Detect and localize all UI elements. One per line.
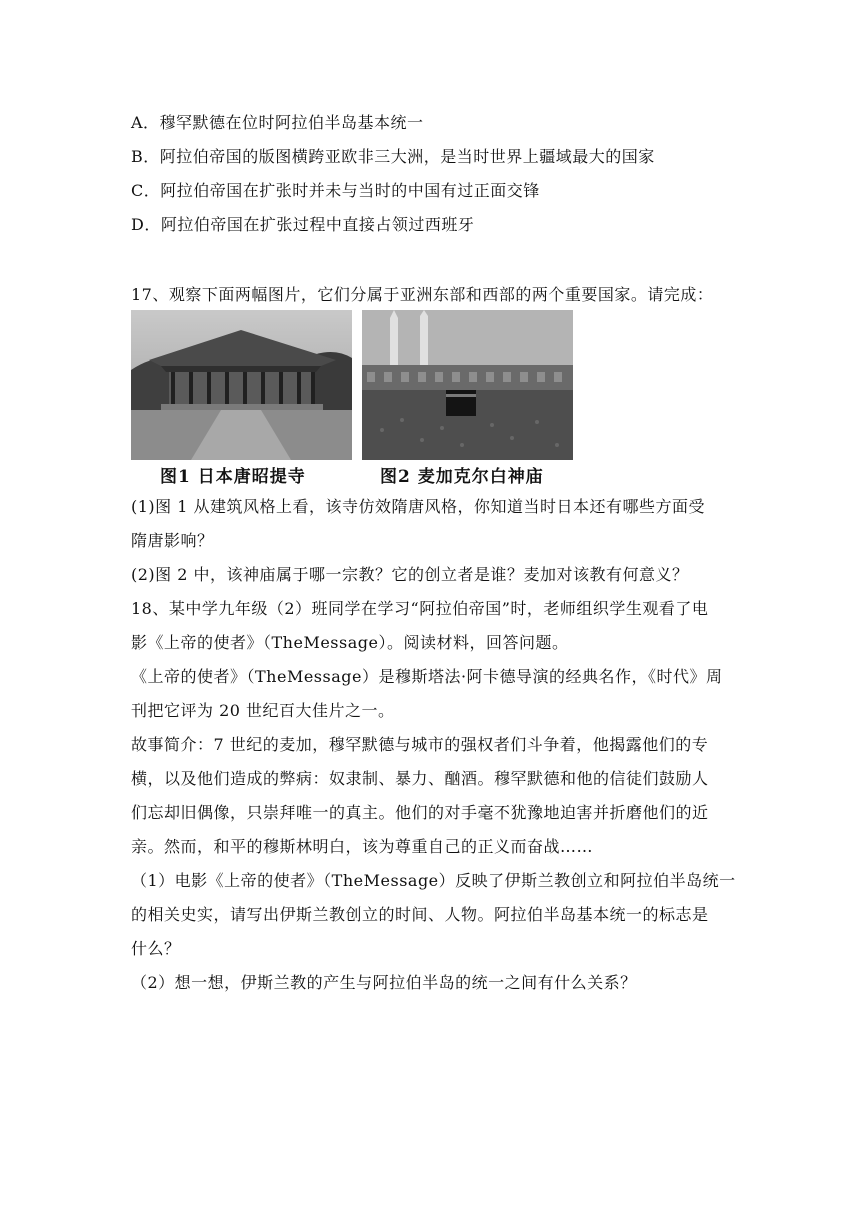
q17-sub1-line1: (1)图 1 从建筑风格上看，该寺仿效隋唐风格，你知道当时日本还有哪些方面受: [131, 497, 706, 516]
q18-stem-line1: 18、某中学九年级（2）班同学在学习“阿拉伯帝国”时，老师组织学生观看了电: [131, 599, 709, 618]
option-d: D．阿拉伯帝国在扩张过程中直接占领过西班牙: [131, 215, 475, 234]
option-a: A．穆罕默德在位时阿拉伯半岛基本统一: [131, 113, 424, 132]
q18-material-line1: 《上帝的使者》（TheMessage）是穆斯塔法·阿卡德导演的经典名作，《时代》周: [131, 667, 723, 686]
option-c: C．阿拉伯帝国在扩张时并未与当时的中国有过正面交锋: [131, 181, 540, 200]
kaaba-mosque-photo: [362, 310, 573, 460]
q18-story-line1: 故事简介：7 世纪的麦加，穆罕默德与城市的强权者们斗争着，他揭露他们的专: [131, 735, 709, 754]
option-b: B．阿拉伯帝国的版图横跨亚欧非三大洲，是当时世界上疆域最大的国家: [131, 147, 655, 166]
q18-sub1-line2: 的相关史实，请写出伊斯兰教创立的时间、人物。阿拉伯半岛基本统一的标志是: [131, 905, 709, 924]
q18-story-line2: 横，以及他们造成的弊病：奴隶制、暴力、酗酒。穆罕默德和他的信徒们鼓励人: [131, 769, 709, 788]
figure-2-caption: 图2 麦加克尔白神庙: [380, 467, 544, 487]
q18-material-line2: 刊把它评为 20 世纪百大佳片之一。: [131, 701, 395, 720]
q18-stem-line2: 影《上帝的使者》（TheMessage）。阅读材料，回答问题。: [131, 633, 569, 652]
q18-sub1-line1: （1）电影《上帝的使者》（TheMessage）反映了伊斯兰教创立和阿拉伯半岛统一: [131, 871, 736, 890]
q18-story-line4: 亲。然而，和平的穆斯林明白，该为尊重自己的正义而奋战……: [131, 837, 594, 856]
q17-stem: 17、观察下面两幅图片，它们分属于亚洲东部和西部的两个重要国家。请完成：: [131, 285, 714, 304]
q18-story-line3: 们忘却旧偶像，只崇拜唯一的真主。他们的对手毫不犹豫地迫害并折磨他们的近: [131, 803, 709, 822]
q17-sub2: (2)图 2 中，该神庙属于哪一宗教？它的创立者是谁？麦加对该教有何意义？: [131, 565, 689, 584]
toshodaiji-temple-photo: [131, 310, 352, 460]
q18-sub2: （2）想一想，伊斯兰教的产生与阿拉伯半岛的统一之间有什么关系？: [131, 973, 637, 992]
q17-sub1-line2: 隋唐影响？: [131, 531, 214, 550]
figure-1-caption: 图1 日本唐昭提寺: [160, 467, 306, 487]
q18-sub1-line3: 什么？: [131, 939, 181, 958]
